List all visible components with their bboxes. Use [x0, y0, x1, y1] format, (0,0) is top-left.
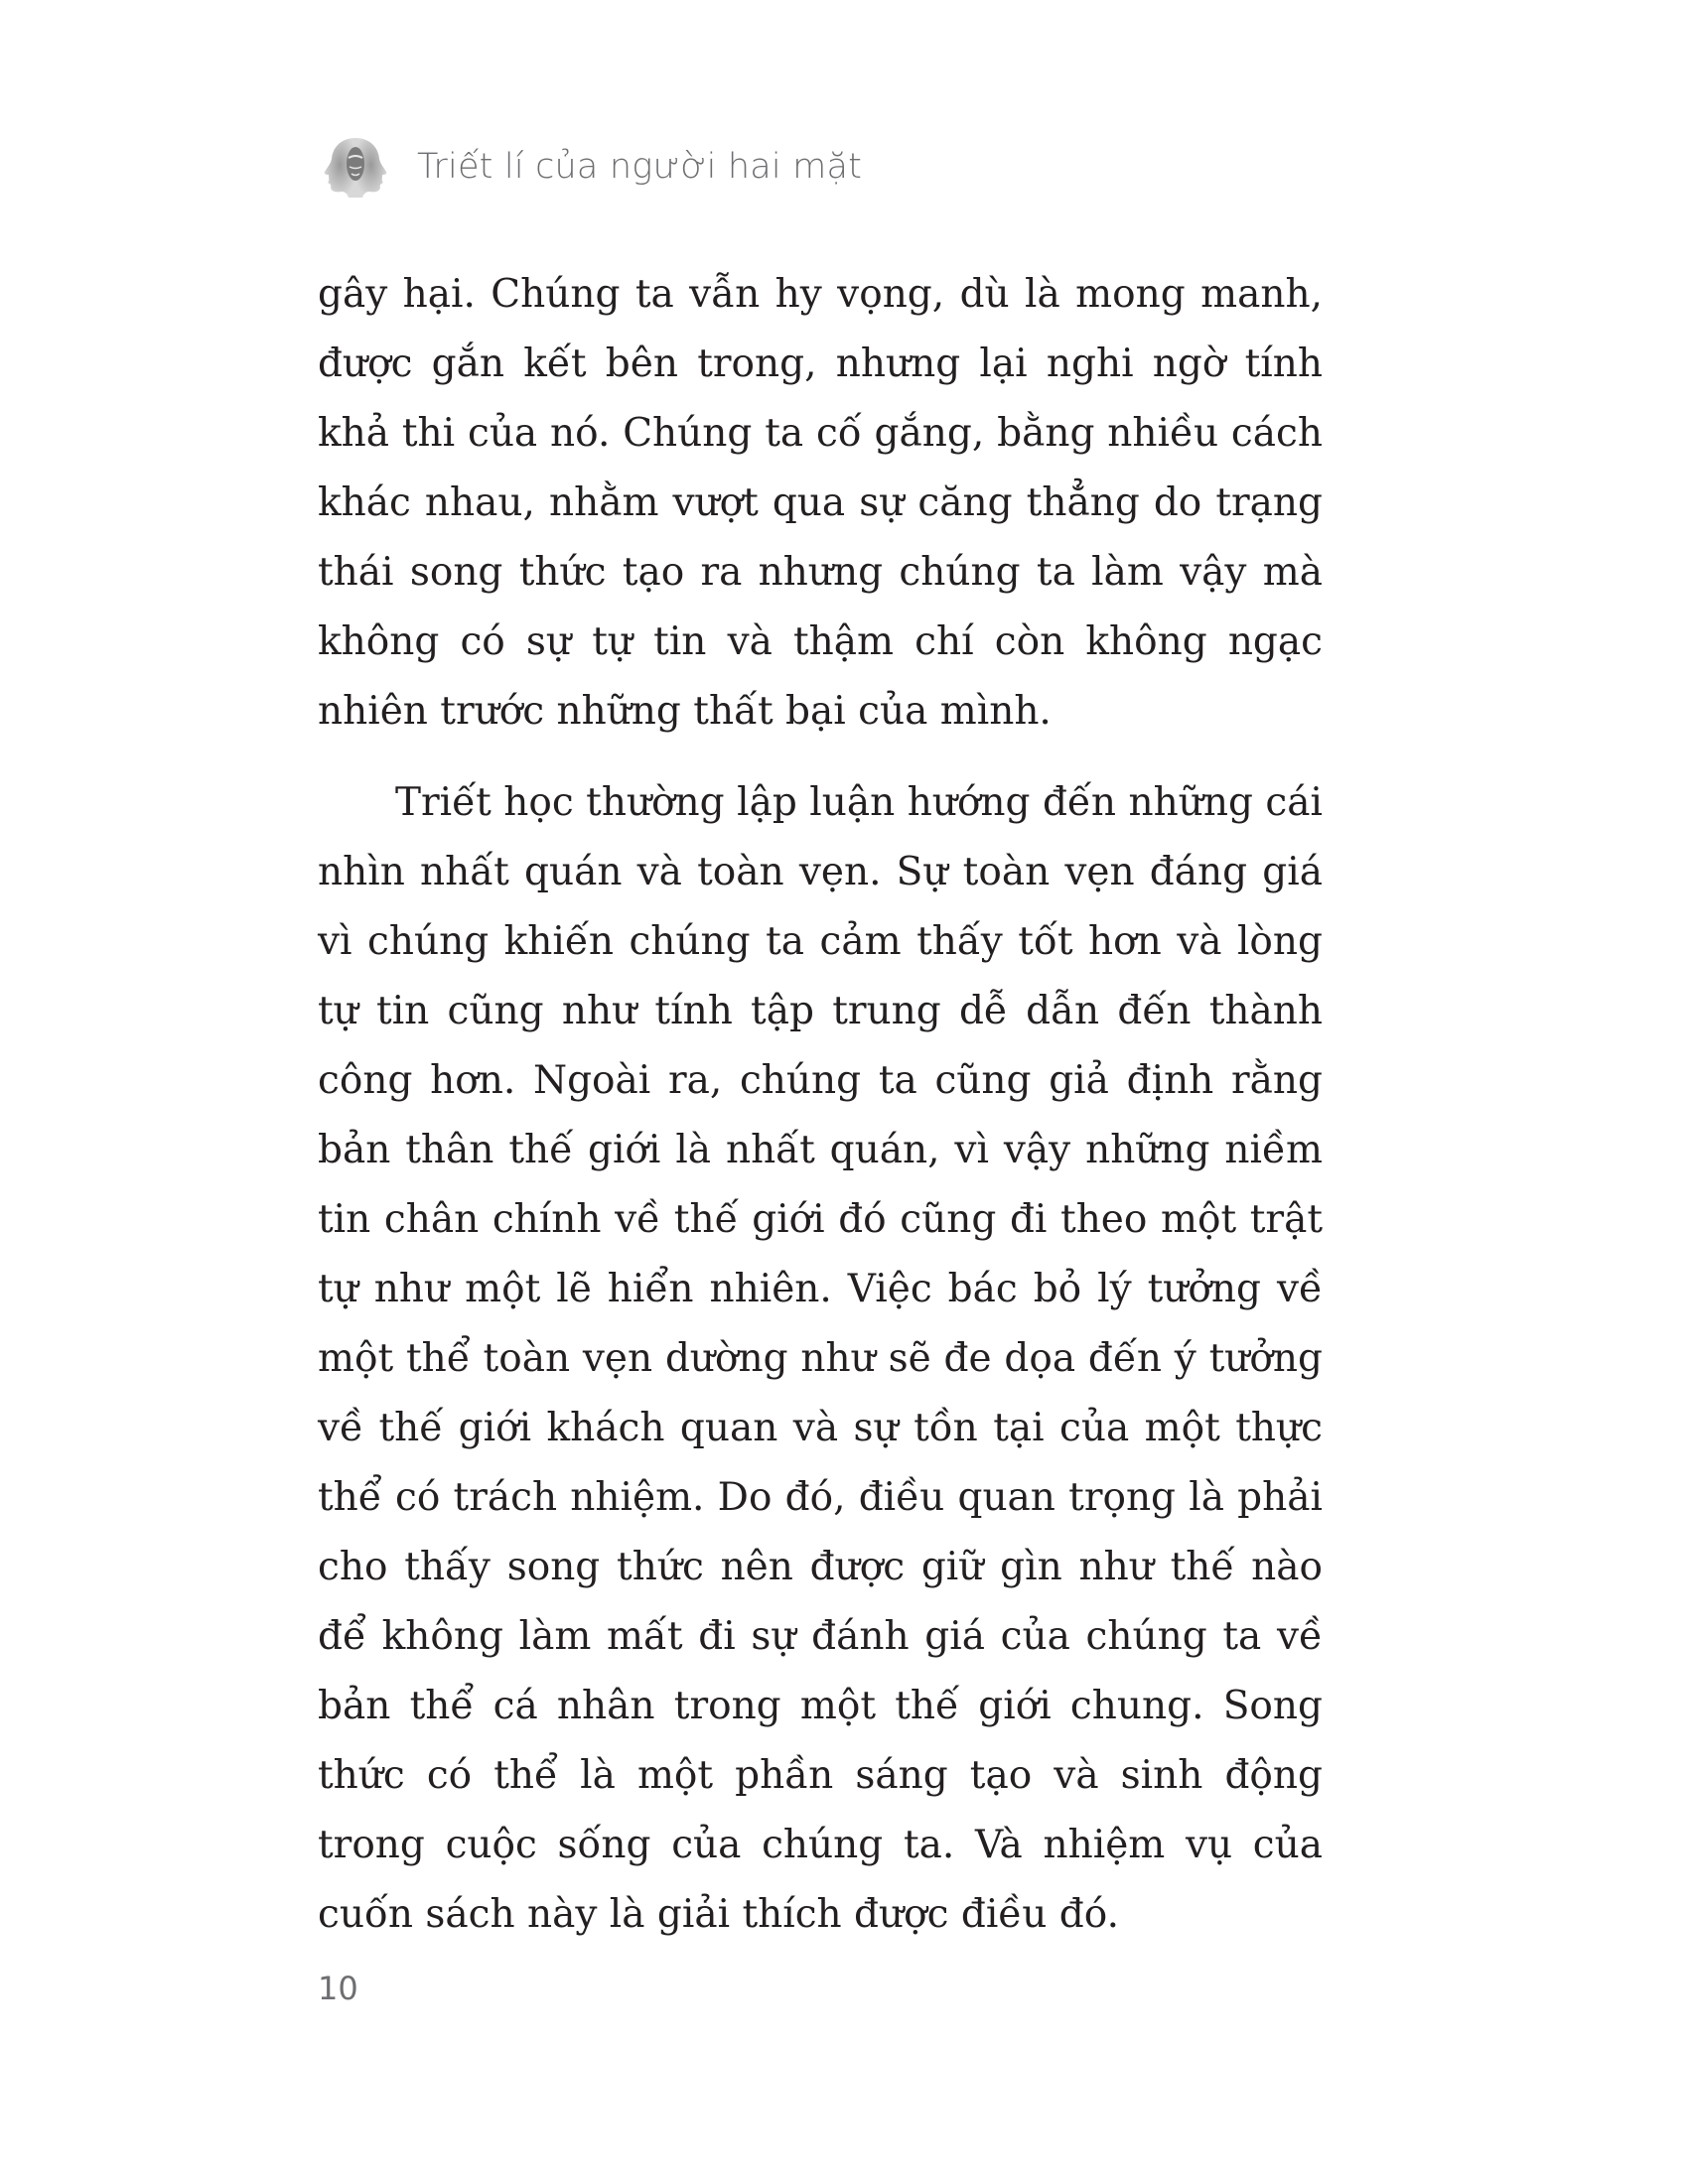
page-body: [318, 260, 1323, 1950]
paragraph-continued: gây hại. Chúng ta vẫn hy vọng, dù là mong manh, được gắn kết bên trong, nhưng lại nghi ngờ tính khả thi của nó. Chúng ta cố gắng, bằng nhiều cách khác nhau, nhằm vượt qua sự căng thẳng do trạng thái song thức tạo ra nhưng chúng ta làm vậy mà không có sự tự tin và thậm chí còn không ngạc nhiên trước những thất bại của mình.: [318, 272, 1323, 734]
two-faced-head-icon: [316, 134, 395, 200]
page-number: 10: [318, 1970, 358, 2007]
paragraph: Triết học thường lập luận hướng đến những cái nhìn nhất quán và toàn vẹn. Sự toàn vẹn đáng giá vì chúng khiến chúng ta cảm thấy tốt hơn và lòng tự tin cũng như tính tập trung dễ dẫn đến thành công hơn. Ngoài ra, chúng ta cũng giả định rằng bản thân thế giới là nhất quán, vì vậy những niềm tin chân chính về thế giới đó cũng đi theo một trật tự như một lẽ hiển nhiên. Việc bác bỏ lý tưởng về một thể toàn vẹn dường như sẽ đe dọa đến ý tưởng về thế giới khách quan và sự tồn tại của một thực thể có trách nhiệm. Do đó, điều quan trọng là phải cho thấy song thức nên được giữ gìn như thế nào để không làm mất đi sự đánh giá của chúng ta về bản thể cá nhân trong một thế giới chung. Song thức có thể là một phần sáng tạo và sinh động trong cuộc sống của chúng ta. Và nhiệm vụ của cuốn sách này là giải thích được điều đó.: [318, 780, 1323, 1937]
running-header-title: Triết lí của người hai mặt: [417, 147, 863, 187]
running-header: [316, 132, 862, 202]
